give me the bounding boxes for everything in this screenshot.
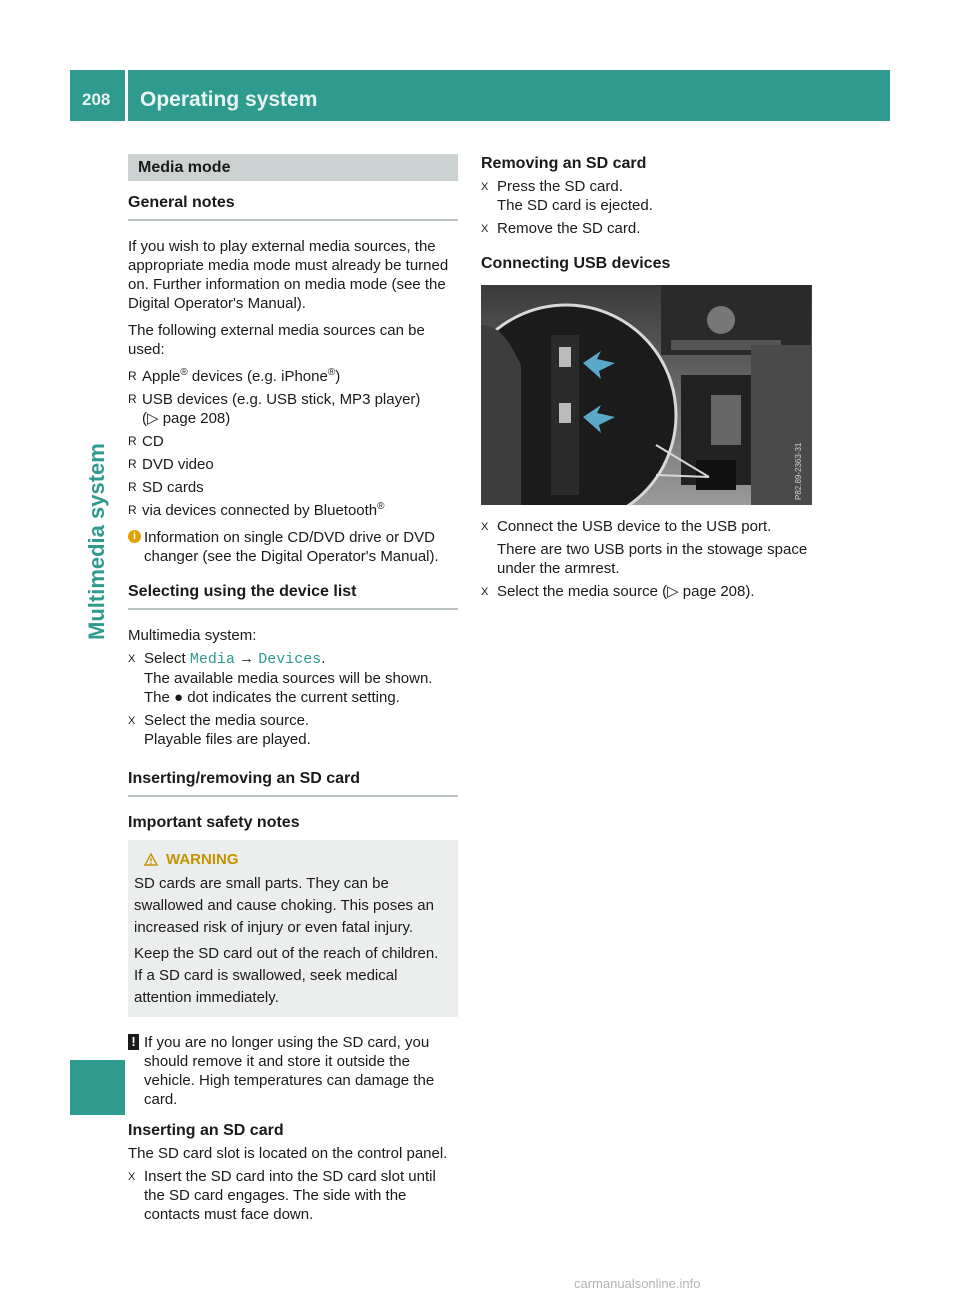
watermark: carmanualsonline.info <box>574 1276 701 1291</box>
list-item: R USB devices (e.g. USB stick, MP3 player) (▷ page 208) <box>128 391 421 427</box>
usb-step1-detail: There are two USB ports in the stowage space under the armrest. <box>497 541 808 577</box>
photo-code: P82.89-2363-31 <box>794 442 803 500</box>
step-item: X Press the SD card. The SD card is ejected. <box>481 178 653 214</box>
step-item: X Insert the SD card into the SD card slot until the SD card engages. The side with the contacts must face down. <box>128 1168 436 1223</box>
step-arrow-icon: X <box>128 1171 136 1183</box>
step-arrow-icon: X <box>481 586 489 598</box>
step-arrow-icon: X <box>481 181 489 193</box>
info-note: i Information on single CD/DVD drive or DVD changer (see the Digital Operator's Manual). <box>128 528 458 566</box>
bullet-mark: R <box>128 503 137 517</box>
device-list-intro: Multimedia system: <box>128 627 257 644</box>
warning-box <box>128 840 458 1017</box>
list-item: R DVD video <box>128 456 214 473</box>
step-item: X Connect the USB device to the USB port. <box>481 518 772 535</box>
step-item <box>481 582 813 601</box>
section-band-media-mode: Media mode <box>128 154 458 181</box>
warning-title: WARNING <box>134 850 450 869</box>
usb-port-photo <box>481 285 812 505</box>
bullet-mark: R <box>128 457 137 471</box>
heading-safety-notes: Important safety notes <box>128 814 300 831</box>
heading-removing-sd: Removing an SD card <box>481 155 647 172</box>
step-item: X Remove the SD card. <box>481 220 641 237</box>
list-item: R CD <box>128 433 164 450</box>
warning-text-1: SD cards are small parts. They can be swallowed and cause choking. This poses an increased risk of injury or even fatal injury. <box>134 875 434 936</box>
page-reference-link[interactable]: (▷ page 208) <box>142 410 231 427</box>
bullet-mark: R <box>128 369 137 383</box>
info-icon: i <box>128 530 141 543</box>
step-arrow-icon: X <box>481 521 489 533</box>
warning-text-2: Keep the SD card out of the reach of children. If a SD card is swallowed, seek medical attention immediately. <box>134 945 439 1006</box>
warning-triangle-icon <box>144 853 158 866</box>
heading-inserting-sd: Inserting an SD card <box>128 1122 284 1139</box>
caution-icon: ! <box>128 1034 139 1050</box>
step-item: X Select the media source. Playable files are played. <box>128 712 311 748</box>
step-arrow-icon: X <box>128 653 136 665</box>
page-reference-link[interactable]: Select the media source (▷ page 208). <box>497 583 755 600</box>
general-notes-para2: The following external media sources can be used: <box>128 322 425 358</box>
list-item: R via devices connected by Bluetooth® <box>128 501 385 519</box>
bullet-mark: R <box>128 480 137 494</box>
page-number: 208 <box>82 90 111 109</box>
bullet-mark: R <box>128 434 137 448</box>
header-divider <box>125 70 128 121</box>
caution-note: ! If you are no longer using the SD card, you should remove it and store it outside the vehicle. High temperatures can damage the card. <box>128 1033 458 1109</box>
general-notes-para1: If you wish to play external media sources, the appropriate media mode must already be turned on. Further information on media mode (see the Digital Operator's Manual). <box>128 238 449 312</box>
inserting-para: The SD card slot is located on the control panel. <box>128 1145 448 1162</box>
list-item: R Apple® devices (e.g. iPhone®) <box>128 367 341 385</box>
side-tab-marker <box>70 1060 125 1115</box>
heading-usb: Connecting USB devices <box>481 255 671 272</box>
usb-port-illustration <box>481 285 812 505</box>
left-column <box>128 154 458 1224</box>
heading-device-list: Selecting using the device list <box>128 582 458 610</box>
step-arrow-icon: X <box>128 715 136 727</box>
heading-sd-card: Inserting/removing an SD card <box>128 769 458 797</box>
chapter-title: Operating system <box>140 88 318 111</box>
side-tab-label: Multimedia system <box>84 443 109 640</box>
menu-item-media[interactable]: Media <box>189 651 235 668</box>
step-arrow-icon: X <box>481 223 489 235</box>
right-column <box>481 154 813 601</box>
list-item: R SD cards <box>128 479 204 496</box>
menu-item-devices[interactable]: Devices <box>258 651 322 668</box>
heading-general-notes: General notes <box>128 193 458 221</box>
step-item: X Select Media → Devices. The available media sources will be shown. The ● dot indicates the current setting. <box>128 650 433 706</box>
bullet-mark: R <box>128 392 137 406</box>
